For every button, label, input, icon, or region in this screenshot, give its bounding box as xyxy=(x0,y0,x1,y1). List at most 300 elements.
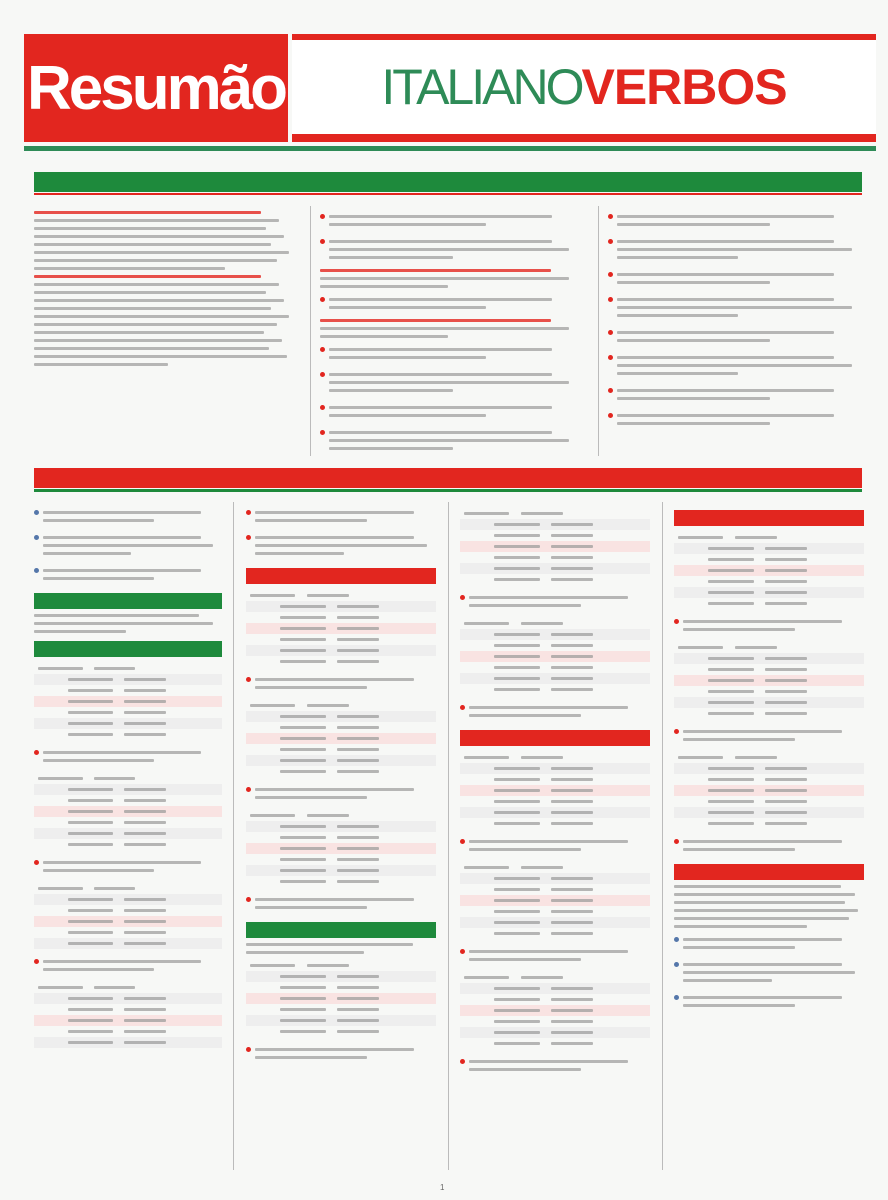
bullet-dot xyxy=(320,214,325,219)
table-row xyxy=(246,1015,436,1026)
table-row xyxy=(674,763,864,774)
bullet-dot xyxy=(608,330,613,335)
table-cell xyxy=(280,649,326,652)
text-line xyxy=(617,397,770,400)
table-row xyxy=(460,1038,650,1049)
bullet-item xyxy=(460,1055,650,1076)
table-row xyxy=(460,574,650,585)
bullet-text xyxy=(683,933,864,954)
table-cell xyxy=(337,737,379,740)
table-row xyxy=(34,784,222,795)
table-cell xyxy=(494,899,540,902)
text-line xyxy=(674,893,855,896)
table-cell xyxy=(551,998,593,1001)
table-row xyxy=(246,821,436,832)
text-line xyxy=(320,327,569,330)
table-cell xyxy=(708,591,754,594)
table-cell xyxy=(337,605,379,608)
table-row xyxy=(34,839,222,850)
column-divider xyxy=(598,206,599,456)
table-row xyxy=(460,774,650,785)
table-cell xyxy=(68,1041,113,1044)
text-line xyxy=(683,946,795,949)
table-cell xyxy=(280,627,326,630)
table-row xyxy=(460,862,650,873)
bullet-text xyxy=(329,343,582,364)
table-cell xyxy=(280,836,326,839)
bullet-item xyxy=(460,835,650,856)
text-line xyxy=(320,285,448,288)
table-row xyxy=(34,982,222,993)
text-line xyxy=(255,536,414,539)
table-cell xyxy=(280,616,326,619)
text-line xyxy=(329,223,486,226)
bullet-item xyxy=(246,506,436,527)
table-cell xyxy=(521,866,563,869)
text-line xyxy=(617,339,770,342)
table-cell xyxy=(68,678,113,681)
table-cell xyxy=(708,580,754,583)
bullet-item xyxy=(608,210,864,231)
table-cell xyxy=(124,1041,165,1044)
conjugation-table xyxy=(674,752,864,829)
table-cell xyxy=(307,814,349,817)
table-row xyxy=(34,718,222,729)
text-line xyxy=(674,917,849,920)
table-row xyxy=(460,917,650,928)
text-line xyxy=(43,536,201,539)
text-line xyxy=(34,299,284,302)
table-cell xyxy=(551,633,593,636)
table-cell xyxy=(337,975,379,978)
bullet-item xyxy=(608,384,864,405)
table-cell xyxy=(765,767,807,770)
table-cell xyxy=(708,701,754,704)
table-row xyxy=(246,634,436,645)
verbs-column-3 xyxy=(460,502,650,1080)
table-row xyxy=(674,774,864,785)
table-cell xyxy=(708,547,754,550)
text-line xyxy=(255,1056,367,1059)
table-row xyxy=(674,807,864,818)
table-cell xyxy=(337,836,379,839)
table-row xyxy=(460,763,650,774)
text-line xyxy=(43,968,154,971)
bullet-text xyxy=(683,615,864,636)
table-cell xyxy=(280,880,326,883)
table-cell xyxy=(551,523,593,526)
table-row xyxy=(460,873,650,884)
text-line xyxy=(329,381,569,384)
table-row xyxy=(34,806,222,817)
bullet-text xyxy=(617,384,864,405)
table-row xyxy=(246,1004,436,1015)
text-line xyxy=(329,240,552,243)
text-line xyxy=(617,372,738,375)
conjugation-table xyxy=(246,810,436,887)
table-row xyxy=(460,928,650,939)
table-cell xyxy=(708,690,754,693)
table-cell xyxy=(551,545,593,548)
table-cell xyxy=(735,646,777,649)
text-line xyxy=(34,307,271,310)
text-line xyxy=(329,306,486,309)
bullet-item xyxy=(320,368,582,397)
bullet-dot xyxy=(460,705,465,710)
text-line xyxy=(683,730,842,733)
text-line xyxy=(255,544,427,547)
title-banner xyxy=(292,34,876,142)
table-row xyxy=(460,629,650,640)
table-row xyxy=(246,645,436,656)
bullet-text xyxy=(255,783,436,804)
page-number: 1 xyxy=(440,1183,445,1192)
bullet-dot xyxy=(320,239,325,244)
table-row xyxy=(674,532,864,543)
text-line xyxy=(43,511,201,514)
text-line xyxy=(617,273,834,276)
text-line xyxy=(617,331,834,334)
table-row xyxy=(246,700,436,711)
table-cell xyxy=(68,909,113,912)
text-line xyxy=(255,678,414,681)
text-line xyxy=(674,901,845,904)
table-row xyxy=(34,828,222,839)
bullet-dot xyxy=(246,535,251,540)
table-row xyxy=(34,927,222,938)
table-cell xyxy=(494,666,540,669)
table-cell xyxy=(464,976,510,979)
text-line xyxy=(34,243,271,246)
table-cell xyxy=(494,633,540,636)
table-cell xyxy=(94,986,135,989)
table-row xyxy=(674,785,864,796)
text-line xyxy=(469,596,628,599)
bullet-text xyxy=(469,945,650,966)
table-cell xyxy=(68,997,113,1000)
bullet-dot xyxy=(608,355,613,360)
bullet-text xyxy=(43,955,222,976)
bullet-dot xyxy=(460,949,465,954)
table-cell xyxy=(38,986,83,989)
bullet-dot xyxy=(320,297,325,302)
text-line xyxy=(34,347,269,350)
bullet-text xyxy=(255,531,436,560)
text-line xyxy=(683,620,842,623)
bullet-text xyxy=(469,835,650,856)
logo xyxy=(24,34,288,142)
table-cell xyxy=(38,777,83,780)
table-row xyxy=(246,612,436,623)
table-cell xyxy=(280,1008,326,1011)
table-cell xyxy=(124,821,165,824)
section-bar-conjugations xyxy=(34,172,862,192)
bullet-item xyxy=(34,955,222,976)
table-cell xyxy=(337,869,379,872)
bullet-text xyxy=(43,856,222,877)
conjugation-table xyxy=(34,883,222,949)
bullet-text xyxy=(43,564,222,585)
bullet-dot xyxy=(320,347,325,352)
text-line xyxy=(469,714,581,717)
bullet-text xyxy=(617,326,864,347)
text-line xyxy=(683,738,795,741)
table-cell xyxy=(124,700,165,703)
table-cell xyxy=(337,638,379,641)
table-cell xyxy=(307,594,349,597)
text-line xyxy=(469,840,628,843)
bullet-dot xyxy=(674,937,679,942)
bullet-dot xyxy=(674,995,679,1000)
text-line xyxy=(469,950,628,953)
conjugation-table xyxy=(460,862,650,939)
conjugation-table xyxy=(674,642,864,719)
table-cell xyxy=(124,722,165,725)
table-cell xyxy=(337,627,379,630)
text-line xyxy=(683,1004,795,1007)
table-cell xyxy=(337,726,379,729)
table-cell xyxy=(708,668,754,671)
table-row xyxy=(674,587,864,598)
table-cell xyxy=(494,778,540,781)
table-cell xyxy=(337,825,379,828)
text-line xyxy=(34,211,261,214)
table-cell xyxy=(494,998,540,1001)
bullet-dot xyxy=(246,1047,251,1052)
text-line xyxy=(329,439,569,442)
text-line xyxy=(617,281,770,284)
table-cell xyxy=(307,964,349,967)
table-cell xyxy=(765,558,807,561)
text-line xyxy=(255,898,414,901)
table-cell xyxy=(494,578,540,581)
text-line xyxy=(329,356,486,359)
table-cell xyxy=(765,591,807,594)
table-cell xyxy=(68,689,113,692)
bullet-dot xyxy=(34,959,39,964)
text-line xyxy=(34,267,225,270)
text-line xyxy=(329,256,453,259)
bullet-item xyxy=(460,591,650,612)
text-line xyxy=(329,414,486,417)
bullet-text xyxy=(617,351,864,380)
table-cell xyxy=(280,748,326,751)
table-cell xyxy=(94,667,135,670)
table-cell xyxy=(68,733,113,736)
text-line xyxy=(43,759,154,762)
text-line xyxy=(34,331,264,334)
table-row xyxy=(246,601,436,612)
subsection-header xyxy=(34,593,222,609)
bullet-item xyxy=(246,1043,436,1064)
text-line xyxy=(34,315,289,318)
table-cell xyxy=(280,715,326,718)
bullet-item xyxy=(460,701,650,722)
bullet-dot xyxy=(460,839,465,844)
bullet-text xyxy=(617,409,864,430)
conjugation-table xyxy=(460,752,650,829)
table-cell xyxy=(521,756,563,759)
table-cell xyxy=(551,877,593,880)
table-cell xyxy=(337,847,379,850)
table-cell xyxy=(708,800,754,803)
table-cell xyxy=(551,789,593,792)
text-line xyxy=(34,323,277,326)
table-cell xyxy=(494,987,540,990)
table-cell xyxy=(124,931,165,934)
table-row xyxy=(34,894,222,905)
bullet-item xyxy=(674,958,864,987)
conjugation-table xyxy=(246,700,436,777)
bullet-item xyxy=(674,725,864,746)
bullet-text xyxy=(683,835,864,856)
logo-text: Resumão xyxy=(26,53,286,123)
table-cell xyxy=(38,667,83,670)
text-line xyxy=(34,614,199,617)
table-cell xyxy=(250,964,296,967)
table-cell xyxy=(765,679,807,682)
text-line xyxy=(34,283,279,286)
column-divider xyxy=(233,502,234,1170)
bullet-item xyxy=(320,210,582,231)
table-cell xyxy=(94,777,135,780)
table-row xyxy=(34,795,222,806)
text-line xyxy=(43,861,201,864)
intro-column-3 xyxy=(608,206,864,434)
table-cell xyxy=(494,822,540,825)
conjugation-table xyxy=(674,532,864,609)
table-cell xyxy=(551,932,593,935)
table-cell xyxy=(765,712,807,715)
text-line xyxy=(320,269,551,272)
text-line xyxy=(34,219,279,222)
bullet-item xyxy=(320,343,582,364)
bullet-item xyxy=(320,293,582,314)
verbs-column-2 xyxy=(246,502,436,1068)
table-cell xyxy=(337,759,379,762)
table-cell xyxy=(494,644,540,647)
text-line xyxy=(617,223,770,226)
table-cell xyxy=(494,877,540,880)
table-cell xyxy=(337,616,379,619)
table-row xyxy=(460,684,650,695)
table-cell xyxy=(280,660,326,663)
subsection-header xyxy=(246,922,436,938)
table-row xyxy=(460,541,650,552)
table-cell xyxy=(280,975,326,978)
table-cell xyxy=(464,866,510,869)
bullet-item xyxy=(460,945,650,966)
bullet-text xyxy=(683,958,864,987)
text-line xyxy=(469,604,581,607)
bullet-item xyxy=(34,564,222,585)
table-row xyxy=(460,972,650,983)
table-cell xyxy=(678,536,724,539)
table-cell xyxy=(280,986,326,989)
table-row xyxy=(674,796,864,807)
bullet-item xyxy=(674,991,864,1012)
text-line xyxy=(255,788,414,791)
table-row xyxy=(34,707,222,718)
table-cell xyxy=(765,811,807,814)
table-cell xyxy=(678,646,724,649)
bullet-dot xyxy=(674,729,679,734)
bullet-dot xyxy=(34,510,39,515)
table-row xyxy=(246,766,436,777)
table-row xyxy=(34,729,222,740)
table-cell xyxy=(551,910,593,913)
text-line xyxy=(683,938,842,941)
text-line xyxy=(469,958,581,961)
table-row xyxy=(460,884,650,895)
table-row xyxy=(34,1037,222,1048)
conjugation-table xyxy=(460,618,650,695)
table-row xyxy=(460,818,650,829)
table-row xyxy=(460,994,650,1005)
table-cell xyxy=(521,622,563,625)
table-cell xyxy=(551,921,593,924)
table-cell xyxy=(551,578,593,581)
table-cell xyxy=(250,814,296,817)
bullet-item xyxy=(246,893,436,914)
bullet-text xyxy=(255,506,436,527)
bullet-item xyxy=(246,531,436,560)
table-cell xyxy=(765,822,807,825)
table-row xyxy=(460,983,650,994)
table-row xyxy=(674,664,864,675)
table-cell xyxy=(124,898,165,901)
table-cell xyxy=(708,789,754,792)
text-line xyxy=(320,335,448,338)
table-cell xyxy=(68,1030,113,1033)
table-cell xyxy=(765,701,807,704)
bullet-dot xyxy=(320,430,325,435)
conjugation-table xyxy=(460,508,650,585)
text-line xyxy=(34,339,282,342)
table-row xyxy=(460,552,650,563)
text-line xyxy=(683,840,842,843)
bullet-item xyxy=(34,746,222,767)
table-cell xyxy=(307,704,349,707)
table-cell xyxy=(124,909,165,912)
conjugation-table xyxy=(246,960,436,1037)
table-row xyxy=(34,696,222,707)
bullet-text xyxy=(617,235,864,264)
table-row xyxy=(674,576,864,587)
table-cell xyxy=(551,811,593,814)
bullet-dot xyxy=(608,297,613,302)
table-cell xyxy=(551,1042,593,1045)
table-cell xyxy=(464,512,510,515)
table-row xyxy=(246,971,436,982)
table-row xyxy=(674,598,864,609)
text-line xyxy=(683,848,795,851)
bullet-item xyxy=(608,268,864,289)
table-cell xyxy=(68,931,113,934)
table-row xyxy=(460,1027,650,1038)
bullet-text xyxy=(469,1055,650,1076)
table-cell xyxy=(124,997,165,1000)
text-line xyxy=(43,519,154,522)
table-cell xyxy=(494,1031,540,1034)
bullet-item xyxy=(34,856,222,877)
table-cell xyxy=(280,858,326,861)
text-line xyxy=(617,356,834,359)
table-cell xyxy=(337,660,379,663)
table-cell xyxy=(337,1030,379,1033)
text-line xyxy=(320,319,551,322)
bullet-item xyxy=(608,235,864,264)
